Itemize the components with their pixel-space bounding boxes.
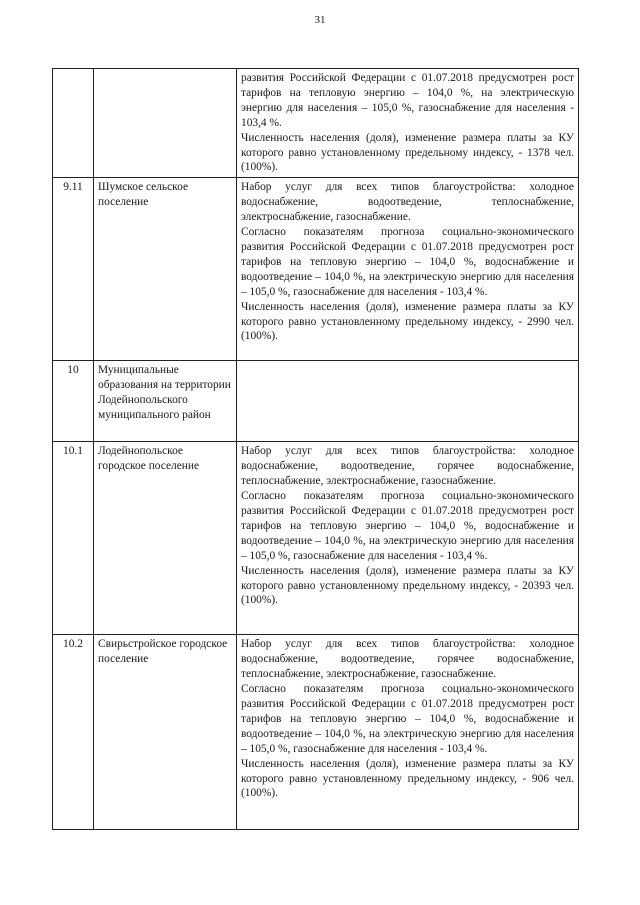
- municipality-name: Муниципальные образования на территории Лодейнопольского муниципального район: [94, 361, 237, 442]
- table-row: [53, 635, 579, 830]
- row-description: [237, 69, 579, 178]
- municipality-name: Шумское сельское поселение: [94, 178, 237, 361]
- page-number: 31: [314, 14, 326, 26]
- description-paragraph: Набор услуг для всех типов благоустройства: холодное водоснабжение, водоотведение, горячее водоснабжение, теплоснабжение, электроснабжение, газоснабжение.: [241, 445, 574, 488]
- row-number: [53, 69, 94, 178]
- row-description: [237, 635, 579, 830]
- description-paragraph: Набор услуг для всех типов благоустройства: холодное водоснабжение, водоотведение, теплоснабжение, электроснабжение, газоснабжение.: [241, 181, 574, 224]
- description-paragraph: Численность населения (доля), изменение размера платы за КУ которого равно установленному предельному индексу, - 2990 чел. (100%).: [241, 300, 574, 343]
- row-number: 9.11: [53, 178, 94, 361]
- municipality-name: Свирьстройское городское поселение: [94, 635, 237, 830]
- description-paragraph: Набор услуг для всех типов благоустройства: холодное водоснабжение, водоотведение, горячее водоснабжение, теплоснабжение, электроснабжение, газоснабжение.: [241, 638, 574, 681]
- tariff-table: [52, 68, 579, 830]
- row-number: 10.2: [53, 635, 94, 830]
- description-paragraph: Численность населения (доля), изменение размера платы за КУ которого равно установленному предельному индексу, - 906 чел. (100%).: [241, 757, 574, 800]
- municipality-name: [94, 69, 237, 178]
- table-row: [53, 442, 579, 635]
- table-row: [53, 361, 579, 442]
- description-paragraph: развития Российской Федерации с 01.07.2018 предусмотрен рост тарифов на тепловую энергию – 104,0 %, на электрическую энергию для населения – 105,0 %, газоснабжение для населения - 103,4 %.: [241, 72, 574, 129]
- row-description: [237, 442, 579, 635]
- description-paragraph: Согласно показателям прогноза социально-экономического развития Российской Федерации с 01.07.2018 предусмотрен рост тарифов на тепловую энергию – 104,0 %, водоснабжение и водоотведение – 104,0 %, на электрическую энергию для населения – 105,0 %, газоснабжение для населения - 103,4 %.: [241, 683, 574, 755]
- row-number: 10.1: [53, 442, 94, 635]
- municipality-name: Лодейнопольское городское поселение: [94, 442, 237, 635]
- description-paragraph: Согласно показателям прогноза социально-экономического развития Российской Федерации с 01.07.2018 предусмотрен рост тарифов на тепловую энергию – 104,0 %, водоснабжение и водоотведение – 104,0 %, на электрическую энергию для населения – 105,0 %, газоснабжение для населения - 103,4 %.: [241, 490, 574, 562]
- table-row: [53, 69, 579, 178]
- description-paragraph: Численность населения (доля), изменение размера платы за КУ которого равно установленному предельному индексу, - 1378 чел. (100%).: [241, 131, 574, 174]
- table-row: [53, 178, 579, 361]
- row-description: [237, 178, 579, 361]
- row-number: 10: [53, 361, 94, 442]
- description-paragraph: Согласно показателям прогноза социально-экономического развития Российской Федерации с 01.07.2018 предусмотрен рост тарифов на тепловую энергию – 104,0 %, водоснабжение и водоотведение – 104,0 %, на электрическую энергию для населения – 105,0 %, газоснабжение для населения - 103,4 %.: [241, 226, 574, 298]
- description-paragraph: Численность населения (доля), изменение размера платы за КУ которого равно установленному предельному индексу, - 20393 чел. (100%).: [241, 564, 574, 607]
- row-description: [237, 361, 579, 442]
